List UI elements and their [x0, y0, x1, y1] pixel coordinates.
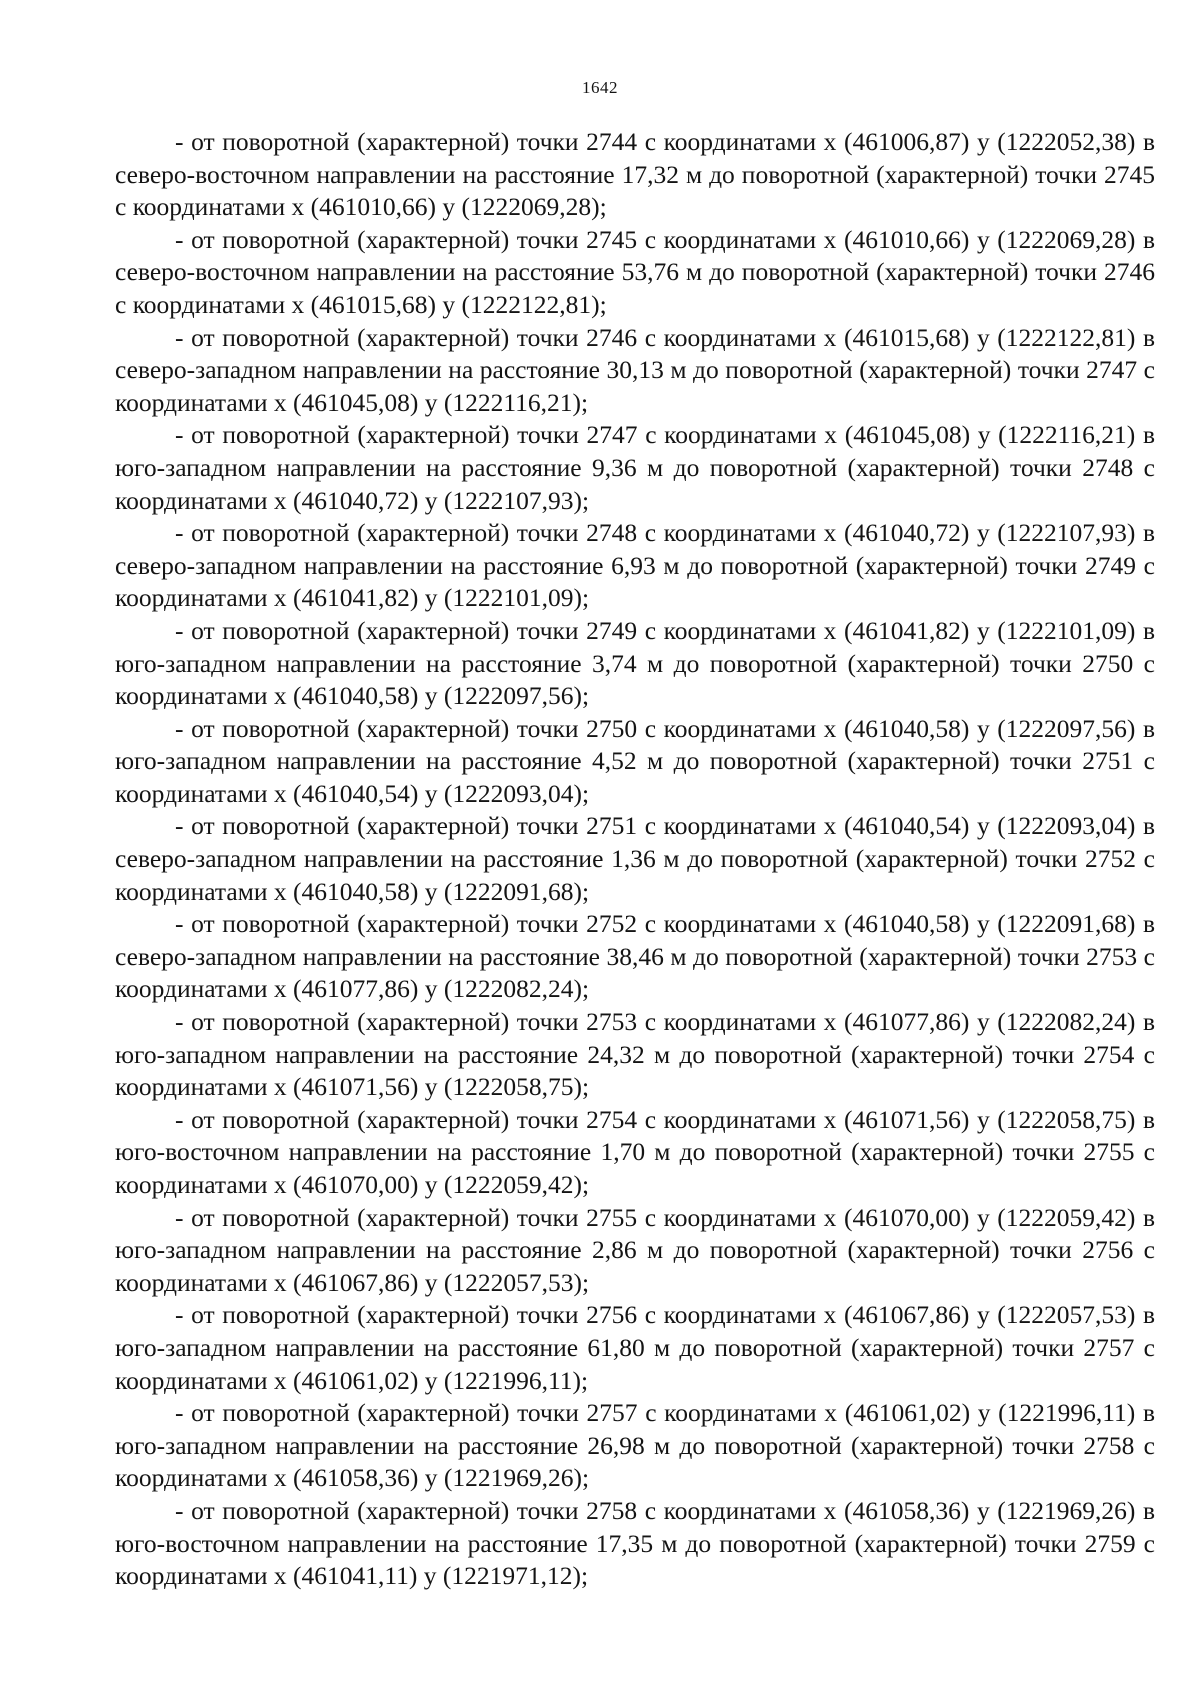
boundary-segment-item: - от поворотной (характерной) точки 2748 с координатами х (461040,72) у (1222107,93) в северо-западном направлении на расстояние 6,93 м до поворотной (характерной) точки 2749 с координатами х (461041,82) у (1222101,09);: [115, 518, 1155, 613]
boundary-segment-item: - от поворотной (характерной) точки 2744 с координатами х (461006,87) у (1222052,38) в северо-восточном направлении на расстояние 17,32 м до поворотной (характерной) точки 2745 с координатами х (461010,66) у (1222069,28);: [115, 127, 1155, 222]
boundary-segment-item: - от поворотной (характерной) точки 2746 с координатами х (461015,68) у (1222122,81) в северо-западном направлении на расстояние 30,13 м до поворотной (характерной) точки 2747 с координатами х (461045,08) у (1222116,21);: [115, 322, 1155, 417]
boundary-segment-item: - от поворотной (характерной) точки 2755 с координатами х (461070,00) у (1222059,42) в юго-западном направлении на расстояние 2,86 м до поворотной (характерной) точки 2756 с координатами х (461067,86) у (1222057,53);: [115, 1202, 1155, 1297]
boundary-segment-item: - от поворотной (характерной) точки 2747 с координатами х (461045,08) у (1222116,21) в юго-западном направлении на расстояние 9,36 м до поворотной (характерной) точки 2748 с координатами х (461040,72) у (1222107,93);: [115, 420, 1155, 515]
boundary-segment-item: - от поворотной (характерной) точки 2754 с координатами х (461071,56) у (1222058,75) в юго-восточном направлении на расстояние 1,70 м до поворотной (характерной) точки 2755 с координатами х (461070,00) у (1222059,42);: [115, 1104, 1155, 1199]
boundary-segment-item: - от поворотной (характерной) точки 2758 с координатами х (461058,36) у (1221969,26) в юго-восточном направлении на расстояние 17,35 м до поворотной (характерной) точки 2759 с координатами х (461041,11) у (1221971,12);: [115, 1495, 1155, 1591]
boundary-segment-item: - от поворотной (характерной) точки 2750 с координатами х (461040,58) у (1222097,56) в юго-западном направлении на расстояние 4,52 м до поворотной (характерной) точки 2751 с координатами х (461040,54) у (1222093,04);: [115, 713, 1155, 808]
boundary-segment-item: - от поворотной (характерной) точки 2751 с координатами х (461040,54) у (1222093,04) в северо-западном направлении на расстояние 1,36 м до поворотной (характерной) точки 2752 с координатами х (461040,58) у (1222091,68);: [115, 811, 1155, 906]
boundary-segment-item: - от поворотной (характерной) точки 2756 с координатами х (461067,86) у (1222057,53) в юго-западном направлении на расстояние 61,80 м до поворотной (характерной) точки 2757 с координатами х (461061,02) у (1221996,11);: [115, 1300, 1155, 1395]
boundary-segment-item: - от поворотной (характерной) точки 2757 с координатами х (461061,02) у (1221996,11) в юго-западном направлении на расстояние 26,98 м до поворотной (характерной) точки 2758 с координатами х (461058,36) у (1221969,26);: [115, 1398, 1155, 1493]
boundary-segment-item: - от поворотной (характерной) точки 2752 с координатами х (461040,58) у (1222091,68) в северо-западном направлении на расстояние 38,46 м до поворотной (характерной) точки 2753 с координатами х (461077,86) у (1222082,24);: [115, 909, 1155, 1004]
boundary-segment-item: - от поворотной (характерной) точки 2753 с координатами х (461077,86) у (1222082,24) в юго-западном направлении на расстояние 24,32 м до поворотной (характерной) точки 2754 с координатами х (461071,56) у (1222058,75);: [115, 1007, 1155, 1102]
boundary-segment-item: - от поворотной (характерной) точки 2745 с координатами х (461010,66) у (1222069,28) в северо-восточном направлении на расстояние 53,76 м до поворотной (характерной) точки 2746 с координатами х (461015,68) у (1222122,81);: [115, 224, 1155, 319]
page-number: 1642: [582, 78, 618, 97]
document-body: [115, 126, 1155, 1593]
boundary-segment-item: - от поворотной (характерной) точки 2749 с координатами х (461041,82) у (1222101,09) в юго-западном направлении на расстояние 3,74 м до поворотной (характерной) точки 2750 с координатами х (461040,58) у (1222097,56);: [115, 615, 1155, 711]
